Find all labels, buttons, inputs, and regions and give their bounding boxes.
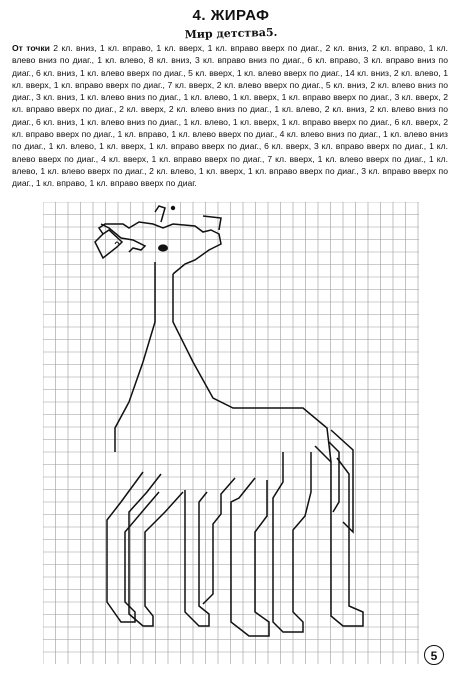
giraffe-neck-front [115, 262, 155, 452]
instructions-paragraph [12, 42, 448, 190]
page-subtitle: Мир детства5. [184, 25, 278, 42]
giraffe-nostril-icon [115, 242, 119, 244]
page-title: 4. ЖИРАФ [192, 7, 270, 24]
giraffe-eye-icon [158, 244, 168, 251]
giraffe-ear-left [155, 206, 165, 222]
giraffe-drawing [43, 202, 419, 664]
instructions-text: 2 кл. вниз, 1 кл. вправо, 1 кл. вверх, 1 кл. вправо вверх по диаг., 2 кл. вниз, 2 кл. вправо, 1 кл. влево вниз по диаг., 1 кл. влево, 8 кл. вниз, 3 кл. вправо вниз по диаг., 6 кл. вправо, 3 кл. вправо вниз по диаг., 6 кл. вниз, 1 кл. влево вверх по диаг., 5 кл. вверх, 1 кл. влево вверх по диаг., 14 кл. вниз, 2 кл. влево, 1 кл. вверх, 1 кл. вправо вверх по диаг., 7 кл. вверх, 2 кл. влево вверх по диаг., 5 кл. вниз, 2 кл. влево вниз по диаг., 3 кл. вниз, 1 кл. влево вниз по диаг., 1 кл. влево, 1 кл. вверх, 1 кл. вправо вверх по диаг., 3 кл. вверх, 2 кл. вправо вверх по диаг., 2 кл. вверх, 2 кл. влево вниз по диаг., 1 кл. влево, 2 кл. вниз, 2 кл. влево вниз по диаг., 6 кл. вниз, 1 кл. влево вниз по диаг., 1 кл. влево, 1 кл. вверх, 1 кл. вправо вверх по диаг., 6 кл. вверх, 2 кл. вправо вверх по диаг., 1 кл. вправо, 1 кл. влево вверх по диаг., 4 кл. влево вниз по диаг., 1 кл. влево вниз по диаг., 1 кл. влево, 1 кл. вверх, 1 кл. вправо вверх по диаг., 6 кл. вверх, 3 кл. вправо вверх по диаг., 1 кл. влево вверх по диаг., 4 кл. вверх, 1 кл. вправо вверх по диаг., 7 кл. вверх, 1 кл. влево вверх по диаг., 1 кл. влево, 1 кл. влево вверх по диаг., 2 кл. влево, 1 кл. вверх, 1 кл. вправо вверх по диаг., 3 кл. вправо вверх по диаг., 1 кл. вправо, 1 кл. вправо вверх по диаг. [12, 43, 448, 189]
instructions-lead: От точки [12, 43, 50, 53]
start-point-icon [171, 206, 175, 210]
graph-paper-grid [43, 202, 419, 664]
giraffe-front-leg-1 [107, 472, 159, 622]
page-number-badge: 5 [424, 645, 444, 665]
giraffe-nose [101, 224, 145, 252]
giraffe-front-leg-2 [129, 474, 183, 626]
